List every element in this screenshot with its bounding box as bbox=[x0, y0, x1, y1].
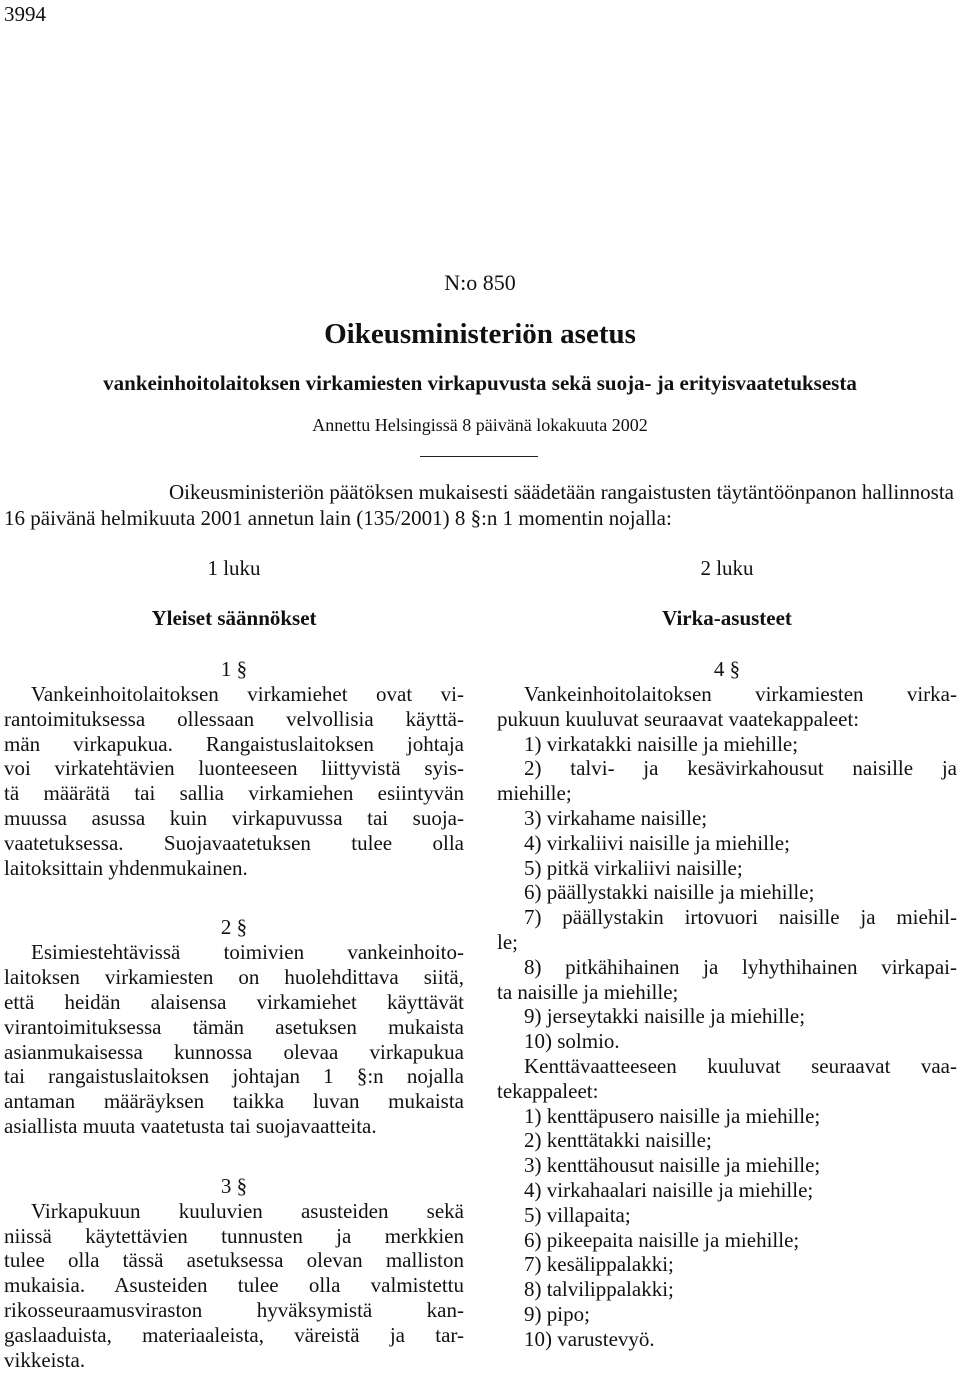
text-line: tulee olla tässä asetuksessa olevan malliston bbox=[4, 1248, 464, 1273]
text-line: asianmukaisessa kunnossa olevaa virkapukua bbox=[4, 1039, 464, 1064]
field-uniform-intro bbox=[497, 1054, 957, 1104]
left-column bbox=[4, 556, 464, 1372]
text-line: Virkapukuun kuuluvien asusteiden sekä bbox=[31, 1198, 464, 1223]
list-item: 2) talvi- ja kesävirkahousut naisille ja bbox=[524, 756, 957, 781]
list-item: 8) pitkähihainen ja lyhythihainen virkapai- bbox=[524, 954, 957, 979]
right-column bbox=[497, 556, 957, 1352]
list-item: 2) kenttätakki naisille; bbox=[524, 1128, 712, 1153]
text-line: laitoksen virkamiesten on huolehdittava siitä, bbox=[4, 965, 464, 990]
text-line: tä määrätä tai sallia virkamiehen esiintyvän bbox=[4, 781, 464, 806]
list-item-continuation: ta naisille ja miehille; bbox=[497, 979, 679, 1004]
section-1-text bbox=[4, 682, 464, 880]
text-line: Vankeinhoitolaitoksen virkamiehet ovat vi- bbox=[31, 682, 464, 706]
preamble-line: Oikeusministeriön päätöksen mukaisesti säädetään rangaistusten täytäntöönpanon hallinnosta bbox=[169, 480, 954, 504]
list-item: 3) virkahame naisille; bbox=[524, 805, 708, 830]
section-2-text bbox=[4, 940, 464, 1138]
list-item: 4) virkahaalari naisille ja miehille; bbox=[524, 1177, 814, 1202]
list-item: 1) kenttäpusero naisille ja miehille; bbox=[524, 1103, 821, 1128]
section-4-intro bbox=[497, 682, 957, 732]
text-line: mukaisia. Asusteiden tulee olla valmistettu bbox=[4, 1273, 464, 1298]
section-1-heading: 1 § bbox=[220, 657, 248, 681]
document-title: Oikeusministeriön asetus bbox=[324, 318, 636, 350]
section-3-heading: 3 § bbox=[220, 1173, 248, 1198]
list-item: 5) pitkä virkaliivi naisille; bbox=[524, 855, 743, 880]
text-line: muussa asussa kuin virkapuvussa tai suoja- bbox=[4, 805, 464, 830]
text-line: vaatetuksessa. Suojavaatetuksen tulee olla bbox=[4, 830, 464, 855]
chapter-2-number: 2 luku bbox=[700, 556, 754, 580]
list-item: 10) solmio. bbox=[524, 1029, 620, 1054]
text-line: että heidän alaisensa virkamiehet käyttävät bbox=[4, 989, 464, 1014]
page-number: 3994 bbox=[4, 2, 46, 26]
text-line: Esimiestehtävissä toimivien vankeinhoito- bbox=[31, 940, 464, 965]
text-line: gaslaaduista, materiaaleista, väreistä ja tar- bbox=[4, 1322, 464, 1347]
text-line: virantoimituksessa tämän asetuksen mukaista bbox=[4, 1014, 464, 1039]
header-divider bbox=[420, 456, 538, 457]
list-item: 6) pikeepaita naisille ja miehille; bbox=[524, 1227, 800, 1252]
text-line: tekappaleet: bbox=[497, 1078, 599, 1103]
list-item-continuation: miehille; bbox=[497, 781, 572, 806]
preamble bbox=[0, 480, 960, 531]
chapter-1-title: Yleiset säännökset bbox=[151, 606, 317, 630]
text-line: tai rangaistuslaitoksen johtajan 1 §:n nojalla bbox=[4, 1064, 464, 1089]
list-item: 5) villapaita; bbox=[524, 1202, 631, 1227]
text-line: pukuun kuuluvat seuraavat vaatekappaleet: bbox=[497, 706, 860, 731]
text-line: voi virkatehtävien luonteeseen liittyvistä syis- bbox=[4, 756, 464, 781]
list-item: 10) varustevyö. bbox=[524, 1326, 655, 1351]
list-item: 7) päällystakin irtovuori naisille ja miehil- bbox=[524, 905, 957, 930]
section-2-heading: 2 § bbox=[220, 915, 248, 940]
text-line: rikosseuraamusviraston hyväksymistä kan- bbox=[4, 1297, 464, 1322]
document-number: N:o 850 bbox=[444, 270, 516, 295]
text-line: laitoksittain yhdenmukainen. bbox=[4, 855, 248, 880]
list-item: 8) talvilippalakki; bbox=[524, 1277, 674, 1302]
section-3-text bbox=[4, 1199, 464, 1373]
list-item-continuation: le; bbox=[497, 929, 518, 954]
chapter-1-number: 1 luku bbox=[207, 556, 261, 580]
section-4-heading: 4 § bbox=[713, 657, 741, 681]
list-item: 4) virkaliivi naisille ja miehille; bbox=[524, 830, 790, 855]
preamble-line: 16 päivänä helmikuuta 2001 annetun lain (135/2001) 8 §:n 1 momentin nojalla: bbox=[4, 505, 672, 530]
list-item: 9) jerseytakki naisille ja miehille; bbox=[524, 1004, 806, 1029]
list-item: 7) kesälippalakki; bbox=[524, 1252, 674, 1277]
list-item: 9) pipo; bbox=[524, 1301, 590, 1326]
text-line: vikkeista. bbox=[4, 1347, 86, 1372]
text-line: rantoimituksessa ollessaan velvollisia käyttä- bbox=[4, 706, 464, 731]
list-item: 6) päällystakki naisille ja miehille; bbox=[524, 880, 815, 905]
text-line: Kenttävaatteeseen kuuluvat seuraavat vaa- bbox=[524, 1053, 957, 1078]
list-item: 1) virkatakki naisille ja miehille; bbox=[524, 731, 799, 756]
uniform-items-list bbox=[497, 732, 957, 1054]
text-line: män virkapukua. Rangaistuslaitoksen johtaja bbox=[4, 731, 464, 756]
text-line: antaman määräyksen taikka luvan mukaista bbox=[4, 1089, 464, 1114]
text-line: niissä käytettävien tunnusten ja merkkien bbox=[4, 1223, 464, 1248]
list-item: 3) kenttähousut naisille ja miehille; bbox=[524, 1153, 821, 1178]
text-line: asiallista muuta vaatetusta tai suojavaatteita. bbox=[4, 1113, 377, 1138]
field-items-list bbox=[497, 1104, 957, 1352]
text-line: Vankeinhoitolaitoksen virkamiesten virka- bbox=[524, 682, 957, 706]
chapter-2-title: Virka-asusteet bbox=[662, 606, 792, 630]
given-date-line: Annettu Helsingissä 8 päivänä lokakuuta 2002 bbox=[312, 415, 648, 435]
document-subtitle: vankeinhoitolaitoksen virkamiesten virkapuvusta sekä suoja- ja erityisvaatetuksesta bbox=[103, 371, 857, 395]
